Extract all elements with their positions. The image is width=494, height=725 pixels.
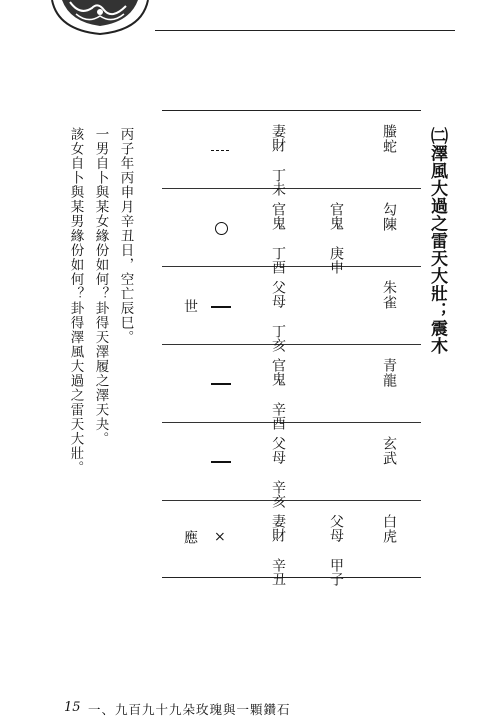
ornament-icon bbox=[40, 0, 160, 38]
row-divider bbox=[162, 266, 421, 267]
hidden-spirit: 官鬼 庚申 bbox=[328, 202, 344, 274]
line-relation: 父母 丁亥 bbox=[270, 280, 286, 352]
yang-line-mark bbox=[211, 461, 231, 463]
row-divider bbox=[162, 344, 421, 345]
hexagram-table bbox=[162, 110, 421, 586]
six-spirit: 白虎 bbox=[381, 514, 397, 544]
page-number: 15 bbox=[64, 700, 81, 715]
row-divider bbox=[162, 188, 421, 189]
row-divider bbox=[162, 500, 421, 501]
hidden-spirit: 父母 甲子 bbox=[328, 514, 344, 586]
yang-line-mark bbox=[211, 383, 231, 385]
page-footer bbox=[0, 700, 494, 720]
header-rule bbox=[155, 30, 455, 31]
six-spirit: 勾陳 bbox=[381, 202, 397, 232]
moving-yang-circle-icon bbox=[215, 222, 228, 235]
paragraph-date: 丙子年丙申月辛丑日，空亡辰巳。 bbox=[117, 127, 134, 345]
line-relation: 官鬼 辛酉 bbox=[270, 358, 286, 430]
running-title: 一、九百九十九朵玫瑰與一顆鑽石 bbox=[88, 702, 291, 717]
six-spirit: 玄武 bbox=[381, 436, 397, 466]
yang-line-mark bbox=[211, 306, 231, 308]
section-title: ㈡澤風大過之雷天大壯；震木 bbox=[427, 127, 447, 355]
six-spirit: 朱雀 bbox=[381, 280, 397, 310]
line-relation: 父母 辛亥 bbox=[270, 436, 286, 508]
six-spirit: 螣蛇 bbox=[381, 124, 397, 154]
line-relation: 妻財 辛丑 bbox=[270, 514, 286, 586]
paragraph-female-query: 該女自卜與某男緣份如何？卦得澤風大過之雷天大壯。 bbox=[67, 127, 84, 475]
paragraph-male-query: 一男自卜與某女緣份如何？卦得天澤履之澤天夬。 bbox=[92, 127, 109, 446]
yin-line-mark bbox=[211, 150, 229, 151]
line-relation: 妻財 丁未 bbox=[270, 124, 286, 196]
response-position-mark: 應 bbox=[182, 530, 198, 544]
world-position-mark: 世 bbox=[182, 299, 198, 313]
six-spirit: 青龍 bbox=[381, 358, 397, 388]
row-divider bbox=[162, 422, 421, 423]
line-relation: 官鬼 丁酉 bbox=[270, 202, 286, 274]
moving-yin-cross-icon: × bbox=[214, 529, 226, 545]
